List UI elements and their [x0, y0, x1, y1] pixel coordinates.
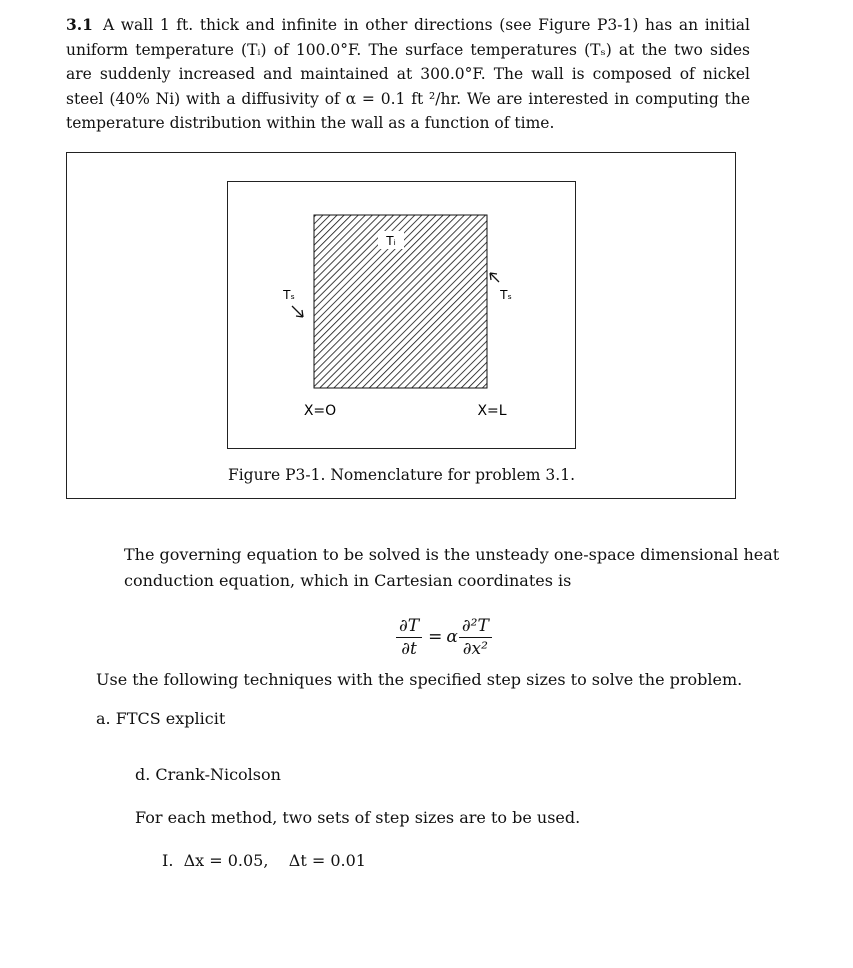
arrow-icon-right: [490, 273, 499, 282]
equals-sign: =: [428, 627, 443, 647]
interior-temp-label: Tᵢ: [386, 234, 396, 248]
rhs-fraction: [459, 615, 492, 660]
method-d: d. Crank-Nicolson: [135, 765, 281, 784]
lhs-numerator: ∂T: [396, 615, 422, 638]
rhs-denominator: ∂x²: [462, 638, 488, 659]
surface-temp-label-right: Tₛ: [500, 288, 512, 302]
governing-paragraph: [96, 542, 808, 594]
rhs-numerator: ∂²T: [459, 615, 492, 638]
method-a: a. FTCS explicit: [96, 709, 226, 728]
step-set-1: I. Δx = 0.05, Δt = 0.01: [162, 851, 366, 870]
figure-caption: Figure P3-1. Nomenclature for problem 3.1.: [227, 466, 576, 484]
heat-equation: [396, 612, 492, 662]
techniques-text: Use the following techniques with the specified step sizes to solve the problem.: [96, 670, 743, 689]
lhs-fraction: [396, 615, 422, 660]
governing-text: The governing equation to be solved is the unsteady one-space dimensional heat conduction equation, which in Cartesian coordinates is: [124, 545, 780, 590]
diffusivity-symbol: α: [446, 627, 458, 647]
lhs-denominator: ∂t: [401, 638, 417, 659]
problem-number: 3.1: [66, 15, 93, 34]
surface-temp-label-left: Tₛ: [283, 288, 295, 302]
step-sizes-text: For each method, two sets of step sizes are to be used.: [135, 808, 581, 827]
right-boundary-label: X=L: [477, 403, 507, 419]
problem-text: A wall 1 ft. thick and infinite in other directions (see Figure P3-1) has an initial uniform temperature (Tᵢ) of 100.0°F. The surface temperatures (Tₛ) at the two sides are suddenly increased and maintained at 300.0°F. The wall is composed of nickel steel (40% Ni) with a diffusivity of α = 0.1 ft ²/hr. We are interested in computing the temperature distribution within the wall as a function of time.: [66, 16, 750, 132]
left-boundary-label: X=O: [303, 403, 337, 419]
arrow-icon-left: [292, 306, 303, 317]
